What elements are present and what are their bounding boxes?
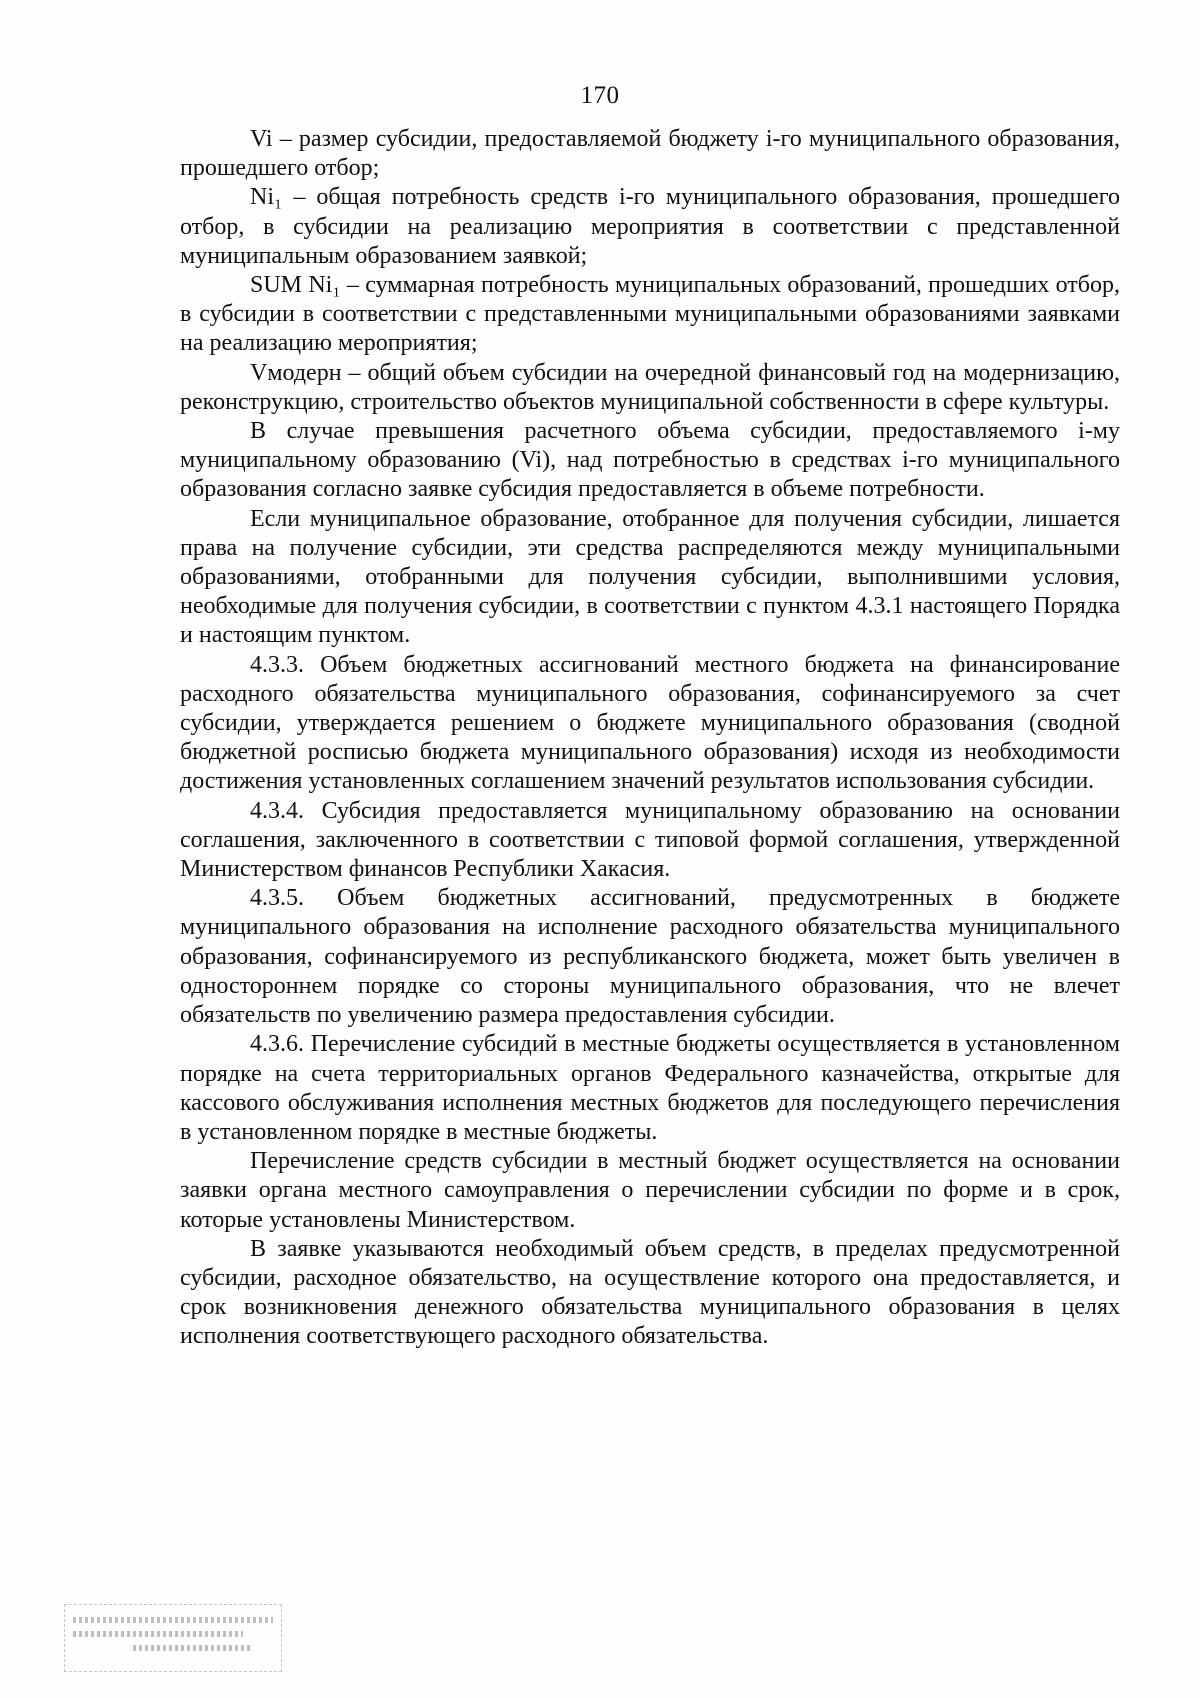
paragraph-4-3-3: 4.3.3. Объем бюджетных ассигнований местного бюджета на финансирование расходного обязательства муниципального образования, софинансируемого за счет субсидии, утверждается решением о бюджете муниципального образования (сводной бюджетной росписью бюджета муниципального образования) исходя из необходимости достижения установленных соглашением значений результатов использования субсидии. xyxy=(180,651,1120,795)
paragraph-excess-subsidy: В случае превышения расчетного объема субсидии, предоставляемого i-му муниципальному образованию (Vi), над потребностью в средствах i-го муниципального образования согласно заявке субсидия предоставляется в объеме потребности. xyxy=(180,418,1120,503)
stamp-line xyxy=(73,1617,273,1623)
paragraph-4-3-4: 4.3.4. Субсидия предоставляется муниципальному образованию на основании соглашения, заключенного в соответствии с типовой формой соглашения, утвержденной Министерством финансов Республики Хакасия. xyxy=(180,797,1120,883)
stamp-line xyxy=(133,1645,253,1651)
paragraph-vi-definition: Vi – размер субсидии, предоставляемой бюджету i-го муниципального образования, прошедшего отбор; xyxy=(180,126,1120,182)
paragraph-request-contents: В заявке указываются необходимый объем средств, в пределах предусмотренной субсидии, расходное обязательство, на осуществление которого она предоставляется, и срок возникновения денежного обязательства муниципального образования в целях исполнения соответствующего расходного обязательства. xyxy=(180,1235,1120,1350)
paragraph-redistribution: Если муниципальное образование, отобранное для получения субсидии, лишается права на получение субсидии, эти средства распределяются между муниципальными образованиями, отобранными для получения субсидии, выполнившими условия, необходимые для получения субсидии, в соответствии с пунктом 4.3.1 настоящего Порядка и настоящим пунктом. xyxy=(180,505,1120,649)
document-body xyxy=(180,125,1120,1352)
paragraph-4-3-5: 4.3.5. Объем бюджетных ассигнований, предусмотренных в бюджете муниципального образования на исполнение расходного обязательства муниципального образования, софинансируемого из республиканского бюджета, может быть увеличен в одностороннем порядке со стороны муниципального образования, что не влечет обязательств по увеличению размера предоставления субсидии. xyxy=(180,885,1120,1029)
paragraph-transfer-request: Перечисление средств субсидии в местный бюджет осуществляется на основании заявки органа местного самоуправления о перечислении субсидии по форме и в срок, которые установлены Министерством. xyxy=(180,1148,1120,1233)
document-stamp xyxy=(64,1604,282,1672)
paragraph-vmodern-definition: Vмодерн – общий объем субсидии на очередной финансовый год на модернизацию, реконструкцию, строительство объектов муниципальной собственности в сфере культуры. xyxy=(180,359,1120,415)
stamp-line xyxy=(73,1631,243,1637)
paragraph-ni-definition: Ni₁ – общая потребность средств i-го муниципального образования, прошедшего отбор, в субсидии на реализацию мероприятия в соответствии с представленной муниципальным образованием заявкой; xyxy=(180,184,1120,269)
paragraph-sum-ni-definition: SUM Ni₁ – суммарная потребность муниципальных образований, прошедших отбор, в субсидии в соответствии с представленными муниципальными образованиями заявками на реализацию мероприятия; xyxy=(180,272,1120,357)
page-number: 170 xyxy=(580,82,620,109)
paragraph-4-3-6: 4.3.6. Перечисление субсидий в местные бюджеты осуществляется в установленном порядке на счета территориальных органов Федерального казначейства, открытые для кассового обслуживания исполнения местных бюджетов для последующего перечисления в установленном порядке в местные бюджеты. xyxy=(180,1031,1120,1145)
